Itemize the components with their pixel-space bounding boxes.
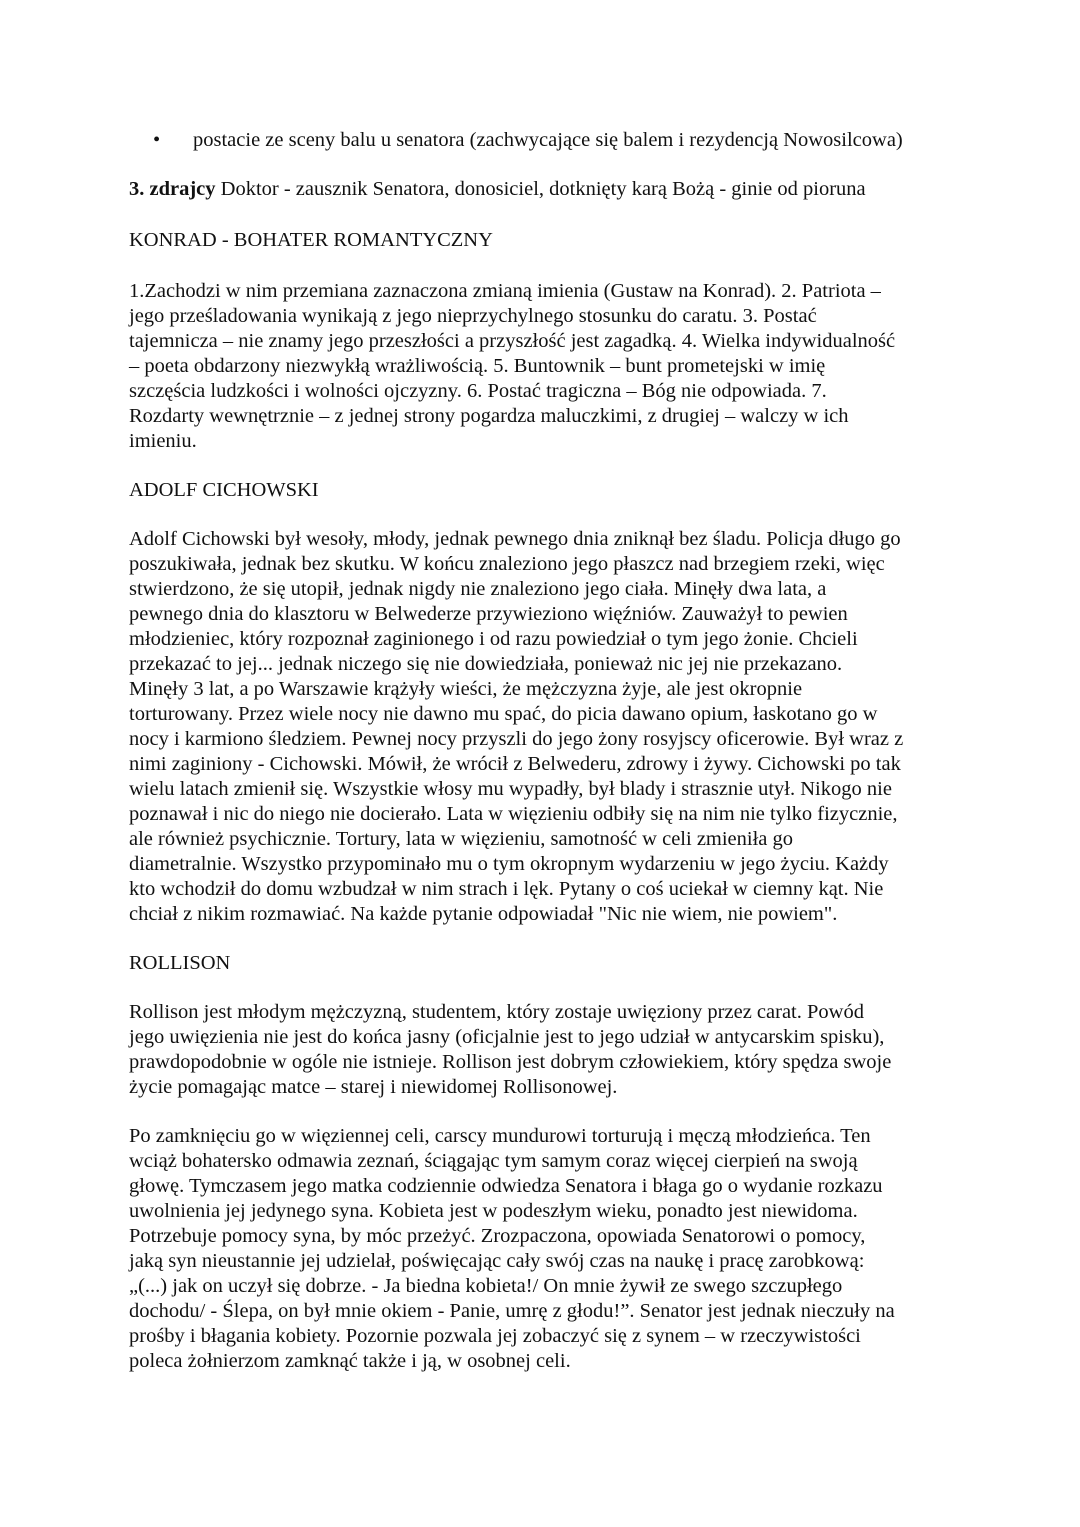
cichowski-line: przekazać to jej... jednak niczego się nie dowiedziała, ponieważ nic jej nie przekazano. — [129, 653, 843, 675]
konrad-line: imieniu. — [129, 430, 197, 452]
rollison-line: poleca żołnierzom zamknąć także i ją, w osobnej celi. — [129, 1350, 571, 1372]
cichowski-line: nocy i karmiono śledziem. Pewnej nocy przyszli do jego żony rosyjscy oficerowie. Był wraz z — [129, 728, 904, 750]
konrad-heading: KONRAD - BOHATER ROMANTYCZNY — [129, 229, 493, 251]
rollison-paragraph-1 — [129, 1000, 957, 1100]
rollison-line: wciąż bohatersko odmawia zeznań, ściągając tym samym coraz więcej cierpień na swoją — [129, 1150, 858, 1172]
cichowski-line: kto wchodził do domu wzbudzał w nim strach i lęk. Pytany o coś uciekał w ciemny kąt. Nie — [129, 878, 884, 900]
rollison-line: dochodu/ - Ślepa, on był mnie okiem - Panie, umrę z głodu!”. Senator jest jednak nieczuły na — [129, 1300, 895, 1322]
cichowski-heading: ADOLF CICHOWSKI — [129, 479, 319, 501]
bullet-text: postacie ze sceny balu u senatora (zachwycające się balem i rezydencją Nowosilcowa) — [193, 129, 903, 151]
traitors-text: Doktor - zausznik Senatora, donosiciel, dotknięty karą Bożą - ginie od pioruna — [215, 178, 866, 200]
rollison-line: „(...) jak on uczył się dobrze. - Ja biedna kobieta!/ On mnie żywił ze swego szczupłego — [129, 1275, 843, 1297]
rollison-line: jego uwięzienia nie jest do końca jasny (oficjalnie jest to jego udział w antycarskim spisku), — [129, 1026, 885, 1048]
konrad-paragraph — [129, 279, 957, 454]
konrad-line: – poeta obdarzony niezwykłą wrażliwością. 5. Buntownik – bunt prometejski w imię — [129, 355, 826, 377]
rollison-line: prośby i błagania kobiety. Pozornie pozwala jej zobaczyć się z synem – w rzeczywistości — [129, 1325, 861, 1347]
rollison-line: Potrzebuje pomocy syna, by móc przeżyć. Zrozpaczona, opowiada Senatorowi o pomocy, — [129, 1225, 866, 1247]
traitors-label: 3. zdrajcy — [129, 178, 216, 200]
cichowski-line: wielu latach zmienił się. Wszystkie włosy mu wypadły, był blady i strasznie utył. Nikogo nie — [129, 778, 892, 800]
document-page — [129, 128, 957, 1374]
konrad-line: tajemnicza – nie znamy jego przeszłości a przyszłość jest zagadką. 4. Wielka indywidualność — [129, 330, 896, 352]
konrad-line: jego prześladowania wynikają z jego nieprzychylnego stosunku do caratu. 3. Postać — [129, 305, 817, 327]
rollison-heading: ROLLISON — [129, 952, 231, 974]
cichowski-line: młodzieniec, który rozpoznał zaginionego i od razu powiedział o tym jego żonie. Chcieli — [129, 628, 858, 650]
rollison-line: Po zamknięciu go w więziennej celi, carscy mundurowi torturują i męczą młodzieńca. Ten — [129, 1125, 871, 1147]
konrad-line: szczęścia ludzkości i wolności ojczyzny. 6. Postać tragiczna – Bóg nie odpowiada. 7. — [129, 380, 827, 402]
cichowski-line: nimi zaginiony - Cichowski. Mówił, że wrócił z Belwederu, zdrowy i żywy. Cichowski po tak — [129, 753, 901, 775]
rollison-line: głowę. Tymczasem jego matka codziennie odwiedza Senatora i błaga go o wydanie rozkazu — [129, 1175, 883, 1197]
cichowski-line: diametralnie. Wszystko przypominało mu o tym okropnym wydarzeniu w jego życiu. Każdy — [129, 853, 889, 875]
cichowski-line: Minęły 3 lat, a po Warszawie krążyły wieści, że mężczyzna żyje, ale jest okropnie — [129, 678, 803, 700]
cichowski-line: stwierdzono, że się utopił, jednak nigdy nie znaleziono jego ciała. Minęły dwa lata, a — [129, 578, 827, 600]
rollison-line: Rollison jest młodym mężczyzną, studentem, który zostaje uwięziony przez carat. Powód — [129, 1001, 864, 1023]
rollison-line: życie pomagając matce – starej i niewidomej Rollisonowej. — [129, 1076, 618, 1098]
cichowski-line: pewnego dnia do klasztoru w Belwederze przywieziono więźniów. Zauważył to pewien — [129, 603, 848, 625]
rollison-line: jaką syn nieustannie jej udzielał, poświęcając cały swój czas na naukę i pracę zarobkową: — [129, 1250, 865, 1272]
cichowski-line: torturowany. Przez wiele nocy nie dawno mu spać, do picia dawano opium, łaskotano go w — [129, 703, 878, 725]
cichowski-line: ale również psychicznie. Tortury, lata w więzieniu, samotność w celi zmieniła go — [129, 828, 794, 850]
cichowski-line: chciał z nikim rozmawiać. Na każde pytanie odpowiadał "Nic nie wiem, nie powiem". — [129, 903, 838, 925]
bullet-item — [129, 128, 957, 153]
cichowski-line: poszukiwała, jednak bez skutku. W końcu znaleziono jego płaszcz nad brzegiem rzeki, więc — [129, 553, 885, 575]
rollison-line: prawdopodobnie w ogóle nie istnieje. Rollison jest dobrym człowiekiem, który spędza swoje — [129, 1051, 892, 1073]
cichowski-paragraph — [129, 527, 957, 927]
cichowski-line: poznawał i nic do niego nie docierało. Lata w więzieniu odbiły się na nim nie tylko fizycznie, — [129, 803, 898, 825]
rollison-line: uwolnienia jej jedynego syna. Kobieta jest w podeszłym wieku, ponadto jest niewidoma. — [129, 1200, 858, 1222]
konrad-line: Rozdarty wewnętrznie – z jednej strony pogardza maluczkimi, z drugiej – walczy w ich — [129, 405, 849, 427]
rollison-paragraph-2 — [129, 1124, 957, 1374]
traitors-line — [129, 177, 957, 202]
cichowski-line: Adolf Cichowski był wesoły, młody, jednak pewnego dnia zniknął bez śladu. Policja długo go — [129, 528, 901, 550]
bullet-dot-icon: • — [153, 129, 161, 151]
konrad-line: 1.Zachodzi w nim przemiana zaznaczona zmianą imienia (Gustaw na Konrad). 2. Patriota – — [129, 280, 881, 302]
